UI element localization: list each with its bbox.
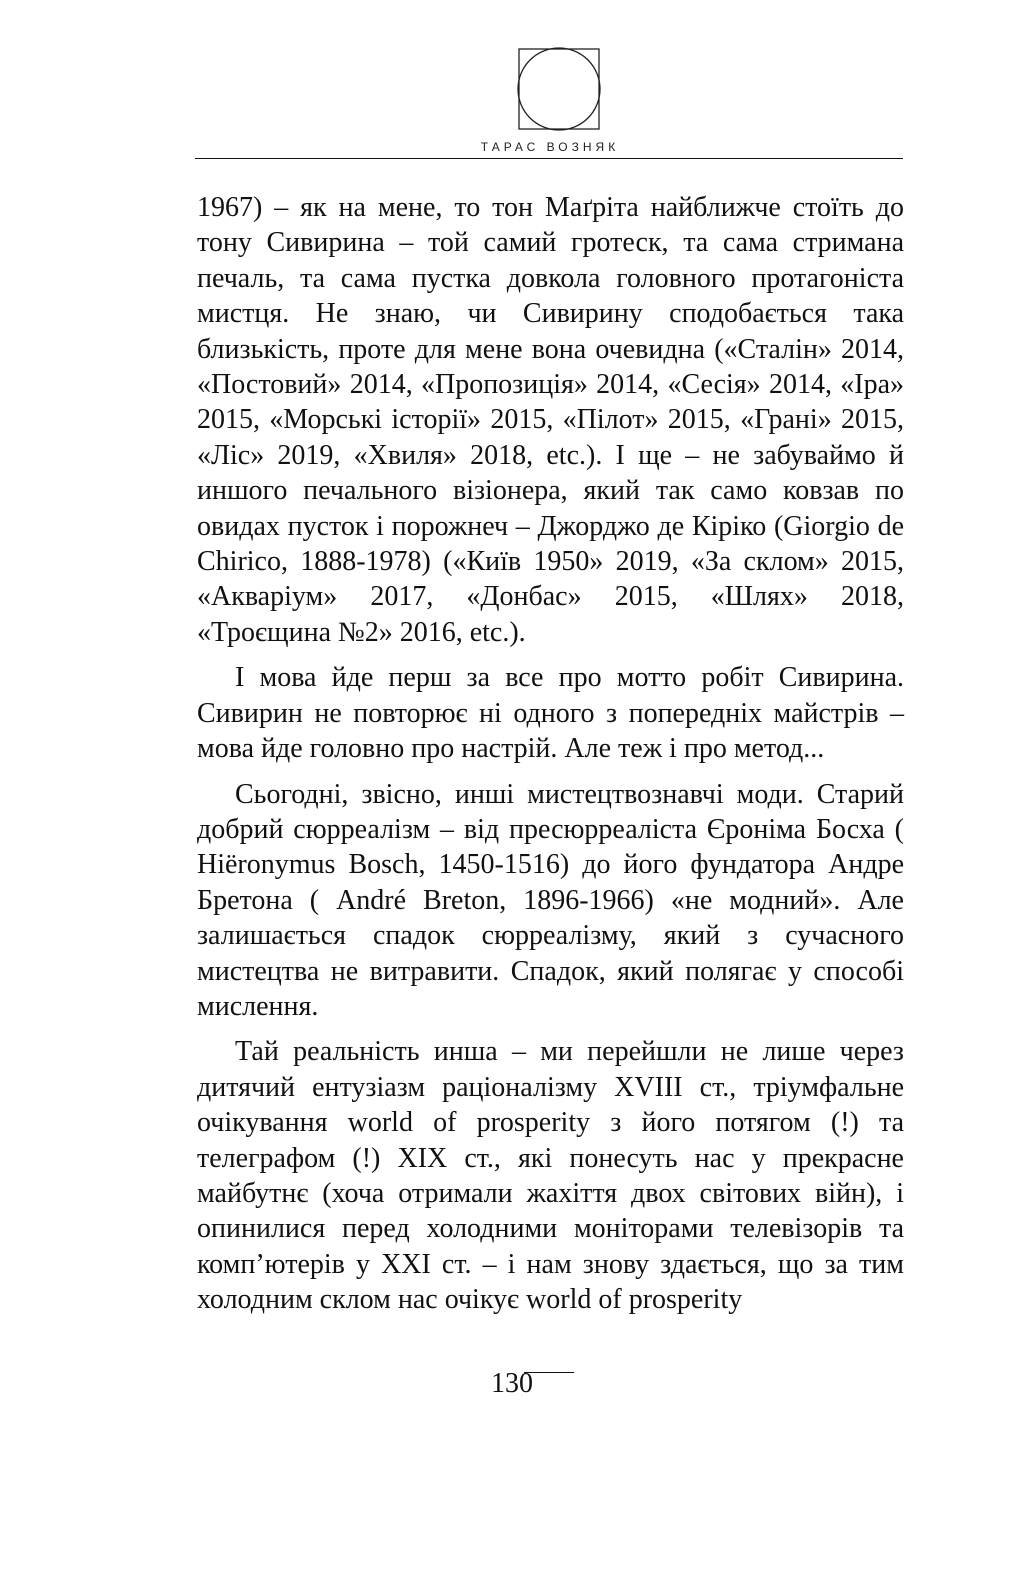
circle-square-logo-icon	[509, 44, 609, 144]
paragraph-1: 1967) – як на мене, то тон Маґріта найближче стоїть до тону Сивирина – той самий гротеск, та сама стримана печаль, та сама пустка довкола головного протагоніста мистця. Не знаю, чи Сивирину сподобається така близькість, проте для мене вона очевидна («Сталін» 2014, «Постовий» 2014, «Пропозиція» 2014, «Сесія» 2014, «Іра» 2015, «Морські історії» 2015, «Пілот» 2015, «Грані» 2015, «Ліс» 2019, «Хвиля» 2018, etc.). І ще – не забуваймо й иншого печального візіонера, який так само ковзав по овидах пусток і порожнеч – Джорджо де Кіріко (Giorgio de Chirico, 1888-1978) («Київ 1950» 2019, «За склом» 2015, «Акваріум» 2017, «Донбас» 2015, «Шлях» 2018, «Троєщина №2» 2016, etc.).	[197, 192, 904, 648]
page-number: 130	[491, 1368, 533, 1399]
running-head-author: ТАРАС ВОЗНЯК	[480, 140, 620, 154]
paragraph-2: І мова йде перш за все про мотто робіт Сивирина. Сивирин не повторює ні одного з попередніх майстрів – мова йде головно про настрій. Але теж і про метод...	[197, 662, 904, 765]
paragraph-4: Тай реальність инша – ми перейшли не лише через дитячий ентузіазм раціоналізму XVIII ст., тріумфальне очікування world of prosperity з його потягом (!) та телеграфом (!) XIX ст., які понесуть нас у прекрасне майбутнє (хоча отримали жахіття двох світових війн), і опинилися перед холодними моніторами телевізорів та комп’ютерів у XXI ст. – і нам знову здається, що за тим холодним склом нас очікує world of prosperity	[197, 1036, 904, 1316]
header-rule	[195, 158, 903, 159]
paragraph-3: Сьогодні, звісно, инші мистецтвознавчі моди. Старий добрий сюрреалізм – від пресюрреаліста Єроніма Босха ( Hiëronymus Bosch, 1450-1516) до його фундатора Андре Бретона ( André Breton, 1896-1966) «не модний». Але залишається спадок сюрреалізму, який з сучасного мистецтва не витравити. Спадок, який полягає у способі мислення.	[197, 778, 904, 1022]
body-text	[197, 190, 904, 1318]
